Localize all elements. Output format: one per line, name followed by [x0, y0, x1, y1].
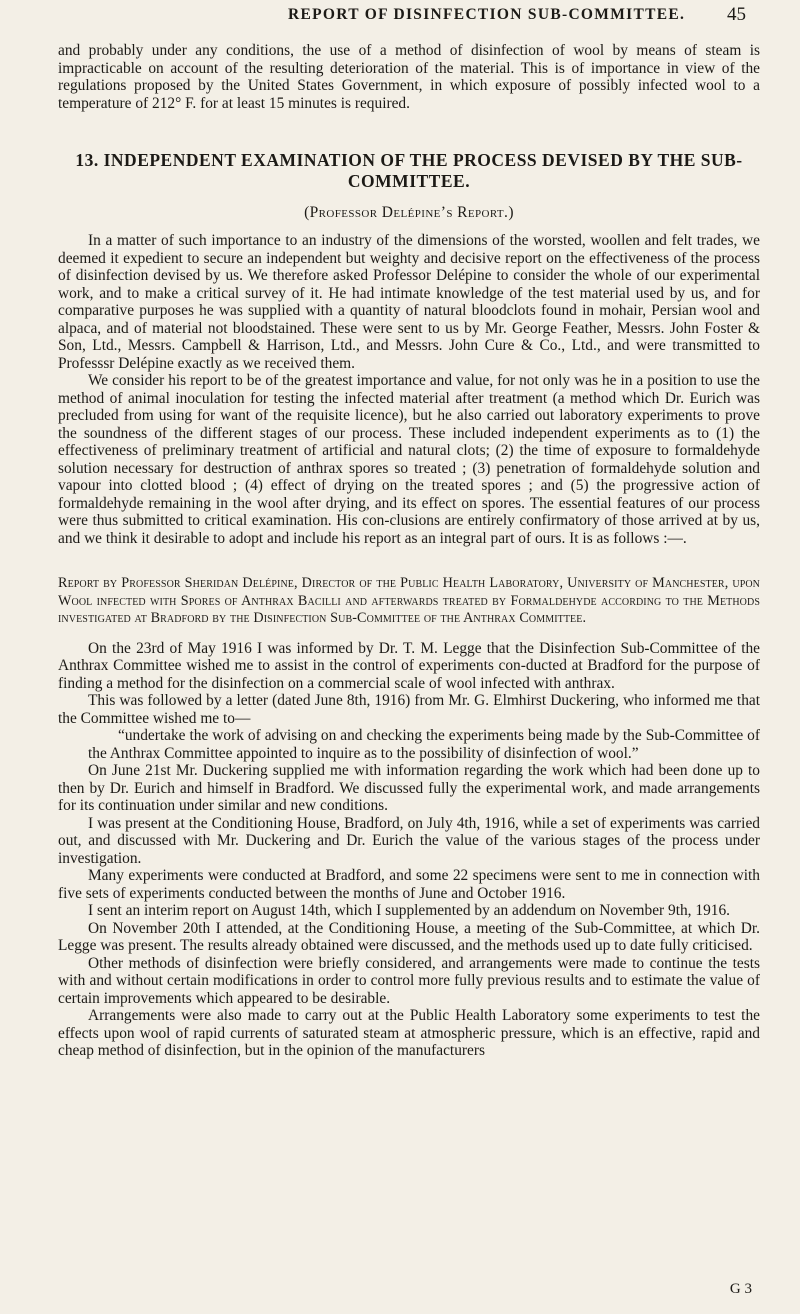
body-paragraph: This was followed by a letter (dated June 8th, 1916) from Mr. G. Elmhirst Duckering, who informed me that the Committee wished me to—: [58, 692, 760, 727]
body-paragraph: In a matter of such importance to an industry of the dimensions of the worsted, woollen and felt trades, we deemed it expedient to secure an independent but weighty and decisive report on the effectiveness of the process of disinfection devised by us. We therefore asked Professor Delépine to consider the whole of our experimental work, and to make a critical survey of it. He had intimate knowledge of the test material used by us, and for comparative purposes he was supplied with a quantity of natural bloodclots found in mohair, Persian wool and alpaca, and of material not bloodstained. These were sent to us by Mr. George Feather, Messrs. John Foster & Son, Ltd., Messrs. Campbell & Harrison, Ltd., and Messrs. John Cure & Co., Ltd., and were transmitted to Professsr Delépine exactly as we received them.: [58, 232, 760, 372]
opening-paragraph: and probably under any conditions, the use of a method of disinfection of wool by means of steam is impracticable on account of the resulting deterioration of the material. This is of importance in view of the regulations proposed by the United States Government, in which exposure of possibly infected wool to a temperature of 212° F. for at least 15 minutes is required.: [58, 42, 760, 112]
body-paragraph: On November 20th I attended, at the Conditioning House, a meeting of the Sub-Committee, at which Dr. Legge was present. The results already obtained were discussed, and the methods used up to date fully criticised.: [58, 919, 760, 954]
running-head: [58, 0, 760, 42]
section-heading: 13. INDEPENDENT EXAMINATION OF THE PROCESS DEVISED BY THE SUB-COMMITTEE.: [75, 150, 743, 191]
page-number: 45: [727, 4, 746, 25]
spacer: [58, 112, 760, 150]
body-paragraph: I sent an interim report on August 14th, which I supplemented by an addendum on November 9th, 1916.: [88, 902, 731, 919]
body-paragraph: Arrangements were also made to carry out at the Public Health Laboratory some experiments to test the effects upon wool of rapid currents of saturated steam at atmospheric pressure, which is an effective, rapid and cheap method of disinfection, but in the opinion of the manufacturers: [58, 1007, 760, 1059]
section-subheading: (Professor Delépine’s Report.): [304, 204, 514, 221]
body-paragraph: I was present at the Conditioning House, Bradford, on July 4th, 1916, while a set of experiments was carried out, and discussed with Mr. Duckering and Dr. Eurich the value of the various stages of the process under investigation.: [58, 814, 760, 867]
spacer: [58, 547, 760, 575]
body-paragraph: Other methods of disinfection were briefly considered, and arrangements were made to continue the tests with and without certain modifications in order to control more fully previous results and to estimate the value of certain improvements which appeared to be desirable.: [58, 954, 760, 1007]
body-paragraph: On June 21st Mr. Duckering supplied me with information regarding the work which had been done up to then by Dr. Eurich and himself in Bradford. We discussed fully the experimental work, and made arrangements for its continuation under similar and new conditions.: [58, 762, 760, 814]
quotation: “undertake the work of advising on and checking the experiments being made by the Sub-Committee of the Anthrax Committee appointed to inquire as to the possibility of disinfection of wool.”: [88, 727, 760, 762]
body-paragraph: We consider his report to be of the greatest importance and value, for not only was he in a position to use the method of animal inoculation for testing the infected material after treatment (a method which Dr. Eurich was precluded from using for want of the requisite licence), but he also carried out laboratory experiments to prove the soundness of the different stages of our process. These included independent experiments as to (1) the effectiveness of preliminary treatment of artificial and natural clots; (2) the time of exposure to formaldehyde solution necessary for destruction of anthrax spores so treated ; (3) penetration of formaldehyde solution and vapour into clotted blood ; (4) effect of drying on the treated spores ; and (5) the progressive action of formaldehyde remaining in the wool after drying, and its effect on spores. The essential features of our process were thus submitted to critical examination. His con-clusions are entirely confirmatory of those arrived at by us, and we think it desirable to adopt and include his report as an integral part of ours. It is as follows :—.: [58, 372, 760, 547]
signature-mark: G 3: [729, 1281, 752, 1297]
running-title: REPORT OF DISINFECTION SUB-COMMITTEE.: [288, 6, 686, 23]
body-paragraph: On the 23rd of May 1916 I was informed by Dr. T. M. Legge that the Disinfection Sub-Committee of the Anthrax Committee wished me to assist in the control of experiments con-ducted at Bradford for the purpose of finding a method for the disinfection on a commercial scale of wool infected with anthrax.: [58, 639, 760, 692]
report-heading: Report by Professor Sheridan Delépine, Director of the Public Health Laboratory, University of Manchester, upon Wool infected with Spores of Anthrax Bacilli and afterwards treated by Formaldehyde according to the Methods investigated at Bradford by the Disinfection Sub-Committee of the Anthrax Committee.: [58, 575, 760, 626]
body-paragraph: Many experiments were conducted at Bradford, and some 22 specimens were sent to me in connection with five sets of experiments conducted between the months of June and October 1916.: [58, 867, 760, 902]
